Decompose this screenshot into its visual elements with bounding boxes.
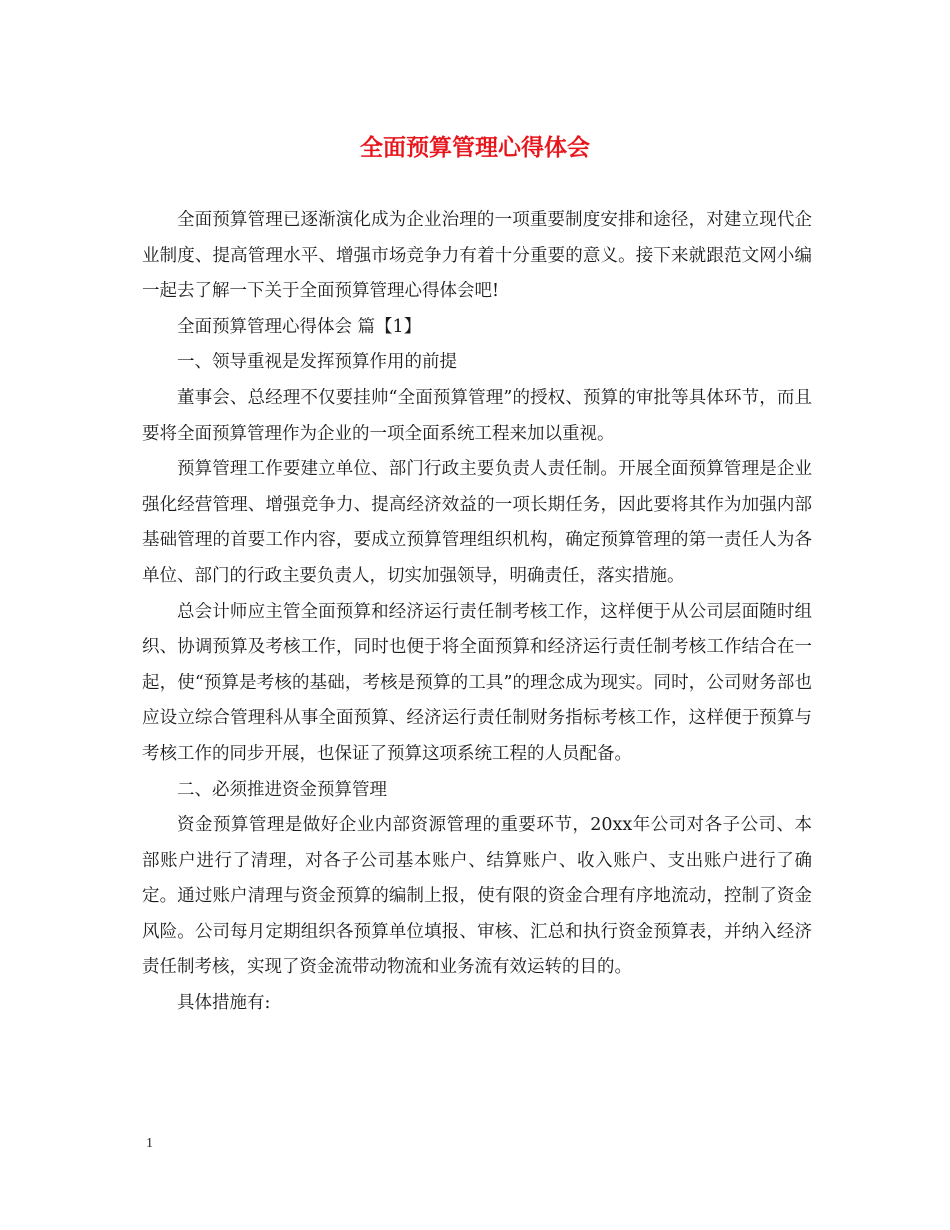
section-heading-2: 二、必须推进资金预算管理 (177, 779, 387, 800)
section-heading-part-1: 全面预算管理心得体会 篇【1】 (177, 316, 422, 337)
paragraph: 总会计师应主管全面预算和经济运行责任制考核工作，这样便于从公司层面随时组织、协调预算及考核工作，同时也便于将全面预算和经济运行责任制考核工作结合在一起，使“预算是考核的基础，考核是预算的工具”的理念成为现实。同时，公司财务部也应设立综合管理科从事全面预算、经济运行责任制财务指标考核工作，这样便于预算与考核工作的同步开展，也保证了预算这项系统工程的人员配备。 (142, 601, 812, 764)
paragraph-intro: 全面预算管理已逐渐演化成为企业治理的一项重要制度安排和途径，对建立现代企业制度、提高管理水平、增强市场竞争力有着十分重要的意义。接下来就跟范文网小编一起去了解一下关于全面预算管理心得体会吧! (142, 210, 812, 302)
document-body (142, 203, 812, 1022)
section-heading-1: 一、领导重视是发挥预算作用的前提 (177, 352, 457, 373)
paragraph: 预算管理工作要建立单位、部门行政主要负责人责任制。开展全面预算管理是企业强化经营管理、增强竞争力、提高经济效益的一项长期任务，因此要将其作为加强内部基础管理的首要工作内容，要成立预算管理组织机构，确定预算管理的第一责任人为各单位、部门的行政主要负责人，切实加强领导，明确责任，落实措施。 (142, 459, 812, 586)
page-number: 1 (146, 1136, 153, 1151)
paragraph: 资金预算管理是做好企业内部资源管理的重要环节，20xx年公司对各子公司、本部账户进行了清理，对各子公司基本账户、结算账户、收入账户、支出账户进行了确定。通过账户清理与资金预算的编制上报，使有限的资金合理有序地流动，控制了资金风险。公司每月定期组织各预算单位填报、审核、汇总和执行资金预算表，并纳入经济责任制考核，实现了资金流带动物流和业务流有效运转的目的。 (142, 815, 812, 978)
paragraph: 董事会、总经理不仅要挂帅“全面预算管理”的授权、预算的审批等具体环节，而且要将全面预算管理作为企业的一项全面系统工程来加以重视。 (142, 387, 812, 444)
document-title: 全面预算管理心得体会 (360, 134, 590, 161)
paragraph-measures: 具体措施有: (177, 993, 271, 1014)
